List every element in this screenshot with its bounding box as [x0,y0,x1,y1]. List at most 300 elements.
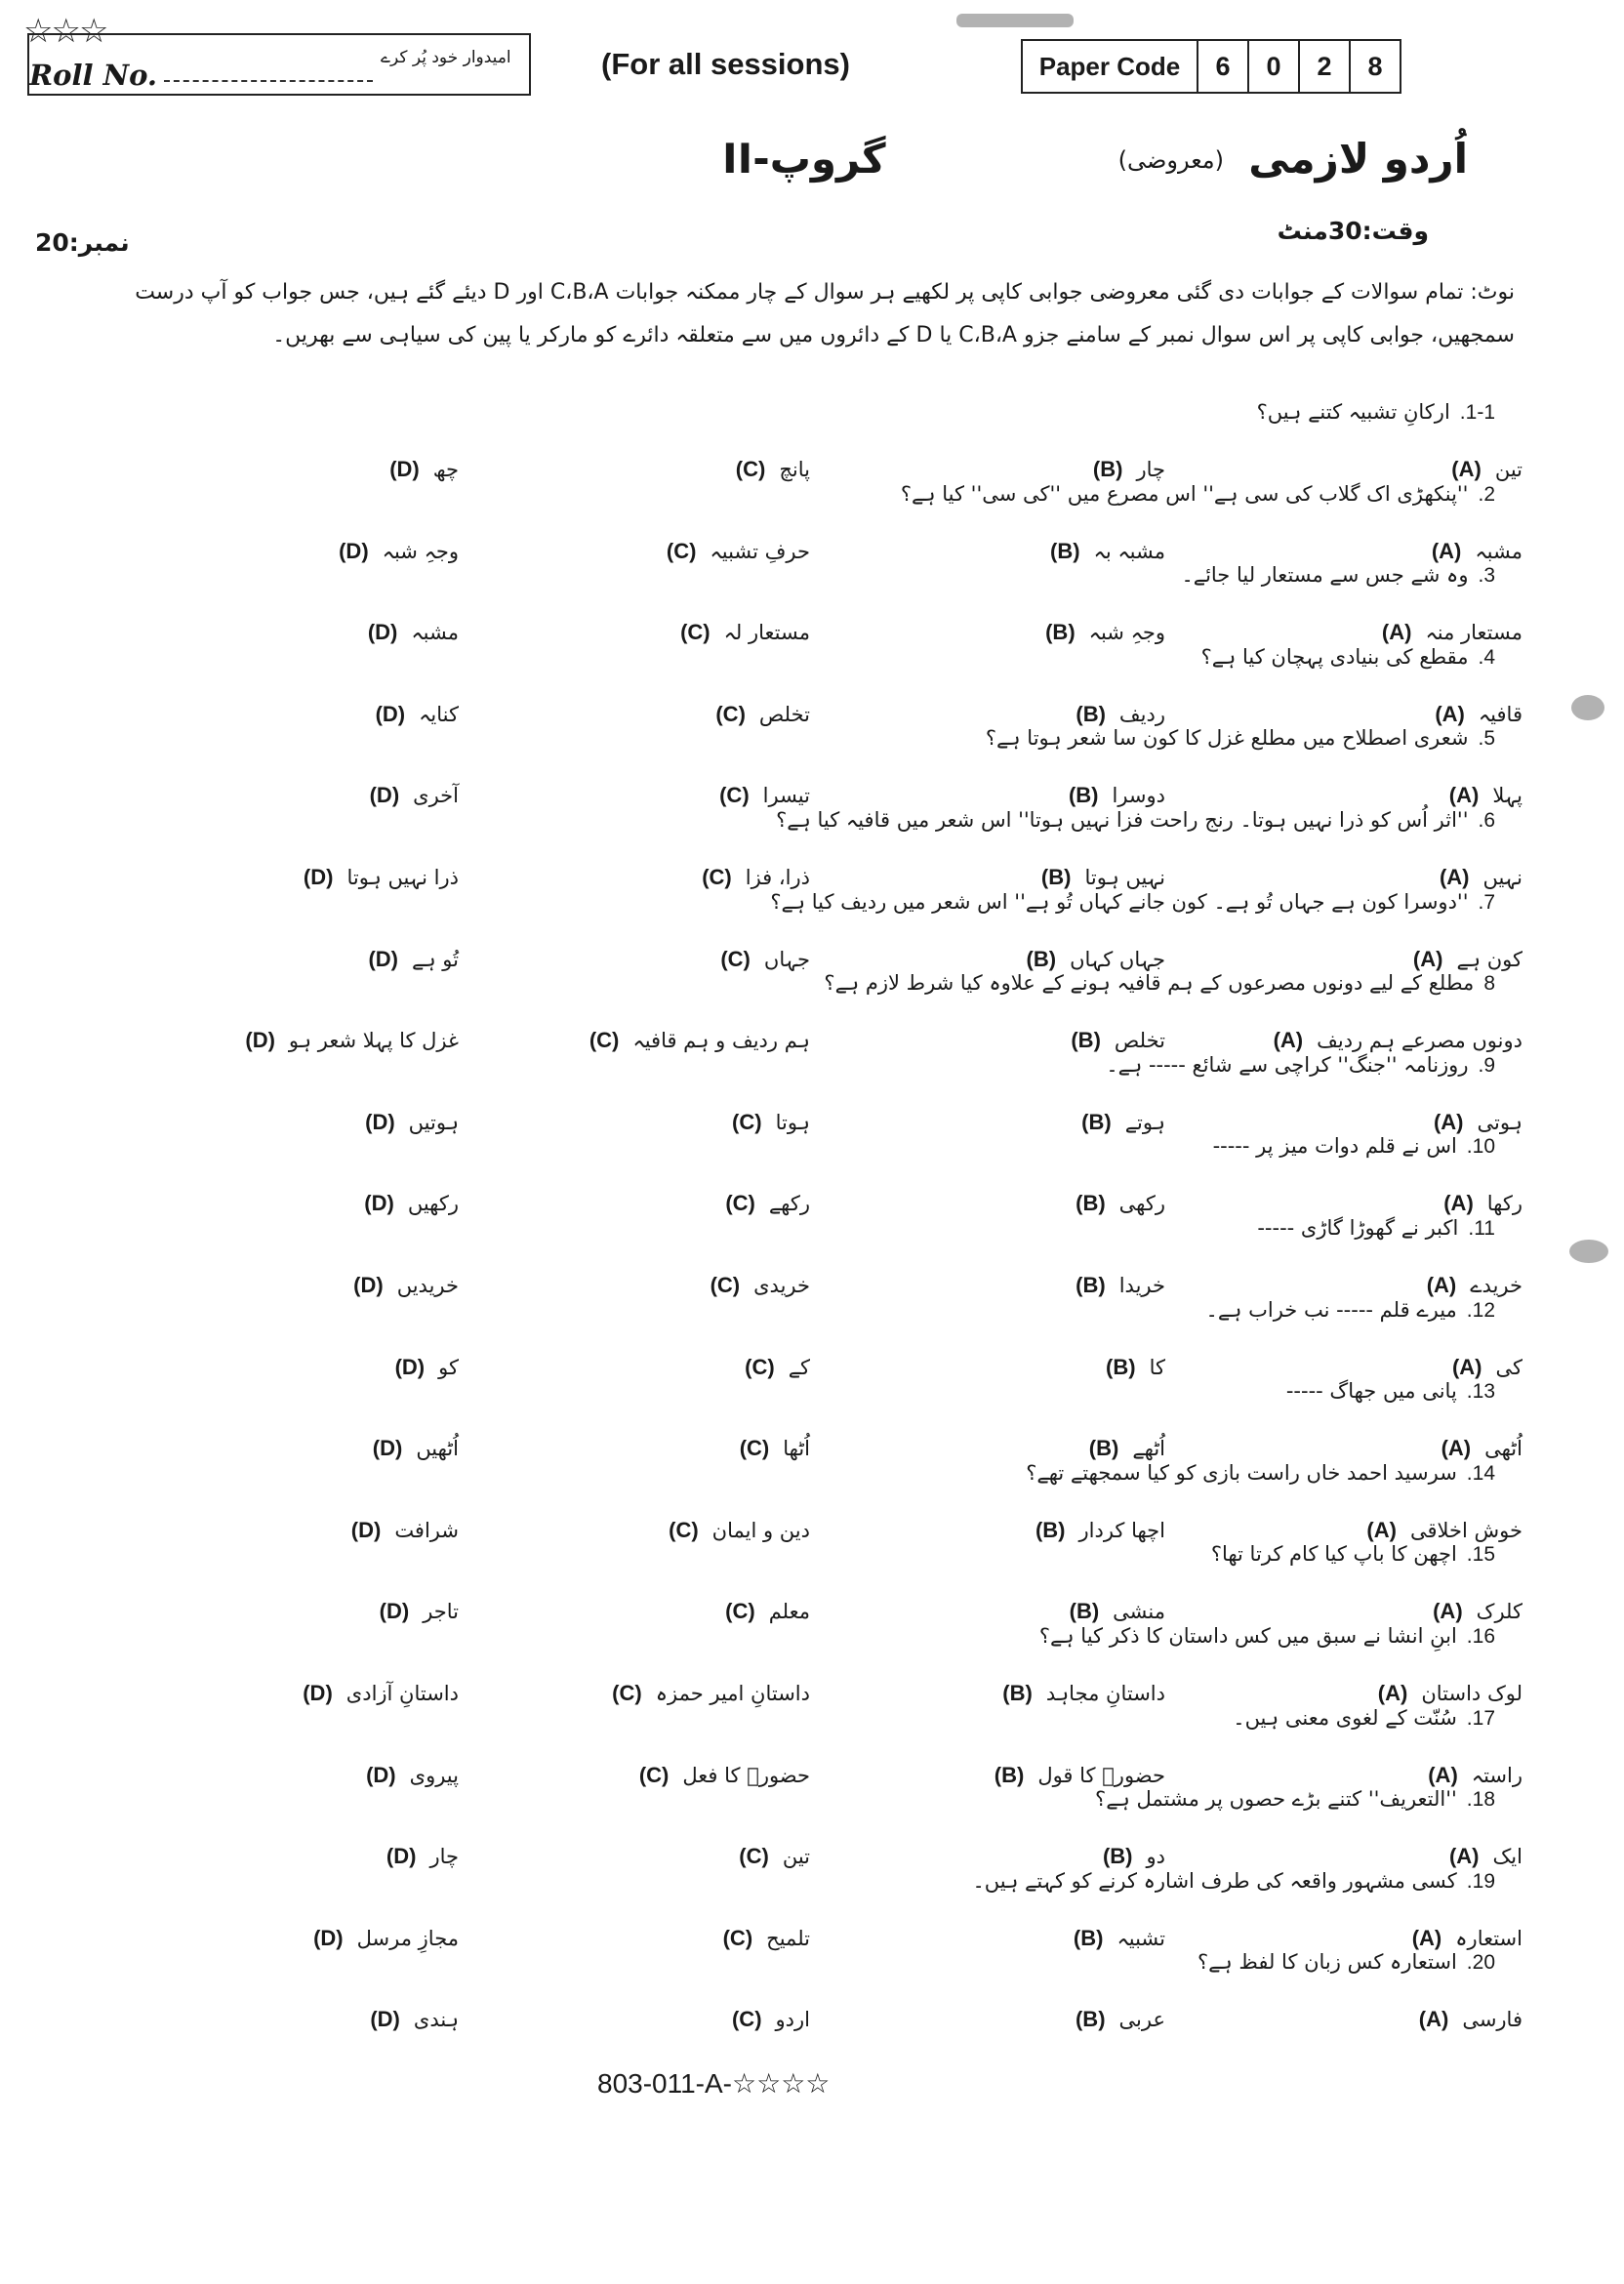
option-text: تین [1494,458,1522,481]
option-text: دین و ایمان [711,1519,810,1542]
option-letter: (D) [370,2007,400,2031]
option-c [725,1599,810,1624]
option-letter: (B) [1088,1436,1119,1460]
option-letter: (C) [710,1273,741,1297]
option-letter: (D) [394,1355,426,1379]
option-text: تین [782,1845,810,1868]
option-b [1089,1436,1165,1461]
option-b [1076,1273,1165,1298]
option-text: آخری [413,784,459,807]
option-d [245,1028,459,1053]
option-letter: (C) [732,1110,762,1134]
option-letter: (B) [1026,947,1057,971]
option-c [739,1844,810,1869]
option-c [702,865,810,890]
option-text: تاجر [423,1600,459,1623]
option-letter: (D) [245,1028,275,1052]
option-text: تخلص [1114,1029,1165,1052]
option-letter: (C) [589,1028,620,1052]
option-text: ہوتے [1124,1111,1165,1134]
option-letter: (D) [364,1191,394,1215]
option-a [1449,783,1522,808]
option-text: مشبہ [1475,540,1522,563]
option-b [1027,947,1165,972]
question-number: 4. [1478,646,1495,669]
option-text: ردیف [1118,703,1165,726]
option-text: خریدی [753,1274,810,1297]
option-c [589,1028,810,1053]
option-letter: (D) [366,1763,396,1787]
question-text [1211,1542,1495,1567]
option-letter: (A) [1273,1028,1304,1052]
option-letter: (C) [739,1436,770,1460]
option-c [725,1191,810,1216]
option-text: ہندی [413,2008,459,2031]
option-letter: (A) [1431,539,1462,563]
option-c [723,1926,810,1951]
option-text: چار [429,1845,459,1868]
option-letter: (A) [1451,1355,1482,1379]
question-text [1095,1787,1495,1812]
option-letter: (D) [303,865,334,889]
option-text: حضورؐ کا فعل [682,1764,810,1787]
option-text: جہاں کہاں [1070,948,1165,971]
option-b [1074,1926,1165,1951]
option-text: حضورؐ کا قول [1037,1764,1165,1787]
option-d [395,1355,459,1380]
option-d [370,783,459,808]
option-letter: (A) [1411,1926,1442,1950]
option-text: پانچ [779,458,810,481]
option-text: پہلا [1492,784,1522,807]
option-b [1076,2007,1165,2032]
question-number: 10. [1466,1135,1495,1158]
option-letter: (D) [365,1110,395,1134]
option-letter: (C) [725,1191,755,1215]
option-letter: (A) [1366,1518,1397,1542]
option-letter: (D) [369,783,400,807]
option-d [376,702,459,727]
option-b [1002,1681,1165,1706]
question-number: 3. [1478,564,1495,587]
option-a [1441,1436,1522,1461]
option-letter: (B) [1081,1110,1112,1134]
question-statement: کسی مشہور واقعہ کی طرف اشارہ کرنے کو کہتے ہیں۔ [972,1869,1457,1893]
option-letter: (A) [1435,702,1465,726]
option-text: حرفِ تشبیہ [710,540,810,563]
question-number: 7. [1478,891,1495,914]
option-letter: (A) [1433,1110,1464,1134]
option-letter: (C) [715,702,746,726]
roll-number-hint: امیدوار خود پُر کرے [381,48,511,67]
option-letter: (C) [702,865,732,889]
option-c [719,783,810,808]
question-statement: مطلع کے لیے دونوں مصرعوں کے ہم قافیہ ہونے کے علاوہ کیا شرط لازم ہے؟ [824,971,1475,995]
question-text [1198,1950,1495,1975]
roll-number-label: Roll No. [29,59,158,92]
footer-code: 803-011-A-☆☆☆☆ [597,2068,831,2099]
option-letter: (D) [367,620,398,644]
option-letter: (C) [666,539,697,563]
option-text: ہوتیں [408,1111,459,1134]
option-d [364,1191,459,1216]
option-text: داستانِ امیر حمزہ [655,1682,810,1705]
option-c [612,1681,810,1706]
option-text: خریدے [1470,1274,1522,1297]
option-letter: (B) [1045,620,1076,644]
question-statement: ارکانِ تشبیہ کتنے ہیں؟ [1256,400,1450,424]
option-a [1451,457,1522,482]
option-text: اُٹھے [1132,1437,1165,1460]
option-letter: (A) [1451,457,1482,481]
option-a [1434,1110,1522,1135]
option-c [736,457,810,482]
option-text: تُو ہے [412,948,459,971]
option-c [669,1518,810,1543]
option-text: مشبہ [411,621,459,644]
option-a [1382,620,1522,645]
option-letter: (B) [1102,1844,1133,1868]
option-d [386,1844,459,1869]
paper-code-label: Paper Code [1038,51,1181,81]
option-letter: (D) [303,1681,333,1705]
sessions-label: (For all sessions) [601,47,850,81]
option-text: مجازِ مرسل [356,1927,459,1950]
option-letter: (C) [735,457,766,481]
option-letter: (B) [1069,1599,1100,1623]
option-letter: (D) [353,1273,384,1297]
option-a [1378,1681,1522,1706]
question-number: 14. [1466,1462,1495,1485]
option-text: کلرک [1476,1600,1522,1623]
option-b [1103,1844,1165,1869]
option-text: ایک [1492,1845,1522,1868]
option-b [1070,1599,1165,1624]
option-text: فارسی [1462,2008,1522,2031]
option-c [667,539,810,564]
question-text [1233,1706,1495,1731]
question-text [972,1869,1495,1894]
option-a [1433,1599,1522,1624]
option-letter: (C) [722,1926,753,1950]
question-statement: پانی میں جھاگ ----- [1285,1379,1457,1403]
option-text: کی [1495,1356,1522,1379]
question-statement: مقطع کی بنیادی پہچان کیا ہے؟ [1200,645,1469,669]
option-d [313,1926,459,1951]
option-c [732,1110,810,1135]
option-text: شرافت [394,1519,459,1542]
option-a [1412,1926,1522,1951]
option-b [1076,1191,1165,1216]
option-letter: (A) [1381,620,1412,644]
option-text: خریدا [1118,1274,1165,1297]
option-a [1428,1763,1522,1788]
question-statement: سُنّت کے لغوی معنی ہیں۔ [1233,1706,1457,1730]
question-number: 11. [1468,1217,1495,1240]
option-text: رکھا [1486,1192,1522,1215]
option-d [303,1681,459,1706]
option-letter: (A) [1412,947,1443,971]
option-text: دو [1146,1845,1165,1868]
option-text: غزل کا پہلا شعر ہو [288,1029,459,1052]
option-text: رکھی [1118,1192,1165,1215]
option-text: نہیں ہوتا [1084,866,1165,889]
question-number: 12. [1466,1299,1495,1322]
option-letter: (C) [725,1599,755,1623]
question-text [1106,1053,1495,1078]
question-text [1286,1379,1495,1404]
option-text: اُٹھا [783,1437,810,1460]
option-b [1093,457,1165,482]
scan-blot [1569,1240,1608,1263]
option-c [710,1273,810,1298]
option-letter: (B) [994,1763,1025,1787]
question-number: 2. [1478,483,1495,506]
option-letter: (B) [1073,1926,1104,1950]
option-letter: (C) [680,620,710,644]
group-title: گروپ-II [722,135,886,183]
option-letter: (D) [375,702,406,726]
option-c [715,702,810,727]
option-d [304,865,459,890]
roll-number-field[interactable] [164,80,373,82]
option-text: لوک داستان [1421,1682,1522,1705]
question-text [770,890,1495,915]
question-statement: ''پنکھڑی اک گلاب کی سی ہے'' اس مصرع میں ''کی سی'' کیا ہے؟ [900,482,1469,506]
option-d [353,1273,459,1298]
question-text [1181,563,1495,588]
option-letter: (C) [719,783,750,807]
option-a [1419,2007,1522,2032]
question-statement: ''اثر اُس کو ذرا نہیں ہوتا۔ رنج راحت فزا نہیں ہوتا'' اس شعر میں قافیہ کیا ہے؟ [776,808,1469,832]
question-statement: اکبر نے گھوڑا گاڑی ----- [1257,1216,1459,1240]
option-text: وجہِ شبہ [1088,621,1165,644]
paper-code-digit: 8 [1349,41,1400,92]
question-text [776,808,1495,833]
question-number: 18. [1466,1788,1495,1811]
option-letter: (D) [379,1599,410,1623]
option-a [1435,702,1522,727]
option-text: استعارہ [1455,1927,1522,1950]
question-text [1026,1461,1495,1486]
option-text: کے [788,1356,810,1379]
option-text: اردو [775,2008,810,2031]
option-text: ذرا نہیں ہوتا [346,866,459,889]
option-text: جہاں [763,948,810,971]
option-b [1035,1518,1165,1543]
question-statement: روزنامہ ''جنگ'' کراچی سے شائع ----- ہے۔ [1106,1053,1469,1077]
option-text: کون ہے [1456,948,1522,971]
option-letter: (A) [1418,2007,1449,2031]
option-text: نہیں [1482,866,1522,889]
option-letter: (D) [350,1518,382,1542]
question-statement: استعارہ کس زبان کا لفظ ہے؟ [1197,1950,1457,1974]
option-b [995,1763,1165,1788]
option-d [339,539,459,564]
stars-mark: ☆☆☆ [23,12,107,51]
scan-blot [1571,695,1604,720]
option-letter: (B) [1076,702,1106,726]
option-text: تخلص [758,703,810,726]
option-c [745,1355,810,1380]
option-letter: (C) [638,1763,670,1787]
question-text [986,726,1495,751]
option-text: تشبیہ [1116,1927,1165,1950]
question-text [824,971,1495,996]
question-statement: اس نے قلم دوات میز پر ----- [1212,1134,1457,1158]
option-d [365,1110,459,1135]
option-c [680,620,810,645]
option-letter: (A) [1448,783,1480,807]
option-a [1440,865,1522,890]
option-c [720,947,810,972]
option-text: داستانِ مجاہد [1045,1682,1165,1705]
option-letter: (A) [1433,1599,1463,1623]
option-letter: (D) [339,539,369,563]
option-text: کا [1149,1356,1165,1379]
option-text: خوش اخلاقی [1409,1519,1522,1542]
option-letter: (B) [1002,1681,1033,1705]
question-statement: میرے قلم ----- نب خراب ہے۔ [1205,1298,1457,1322]
option-text: عربی [1118,2008,1165,2031]
option-c [639,1763,810,1788]
option-d [373,1436,459,1461]
option-letter: (C) [720,947,751,971]
option-text: منشی [1113,1600,1165,1623]
total-marks: نمبر:20 [35,228,130,257]
option-letter: (B) [1071,1028,1101,1052]
paper-code-digit: 6 [1197,41,1247,92]
option-b [1045,620,1165,645]
question-text [1201,645,1495,670]
option-text: رکھے [768,1192,810,1215]
option-letter: (A) [1439,865,1470,889]
question-text [1257,1216,1495,1241]
question-statement: ''دوسرا کون ہے جہاں تُو ہے۔ کون جانے کہاں تُو ہے'' اس شعر میں ردیف کیا ہے؟ [770,890,1469,914]
option-text: مشبہ بہ [1093,540,1165,563]
option-text: کو [438,1356,459,1379]
question-statement: شعری اصطلاح میں مطلع غزل کا کون سا شعر ہوتا ہے؟ [985,726,1469,750]
option-text: کنایہ [419,703,459,726]
option-d [366,1763,459,1788]
option-letter: (B) [1106,1355,1136,1379]
option-text: پیروی [409,1764,459,1787]
question-number: 16. [1466,1625,1495,1648]
option-letter: (B) [1092,457,1123,481]
option-a [1427,1273,1522,1298]
option-letter: (C) [731,2007,762,2031]
option-letter: (B) [1050,539,1080,563]
option-letter: (C) [669,1518,699,1542]
option-a [1452,1355,1522,1380]
subject-type: (معروضی) [1117,146,1224,174]
paper-code-box [1021,39,1401,94]
option-a [1413,947,1522,972]
question-text [1213,1134,1495,1159]
instructions-note: نوٹ: تمام سوالات کے جوابات دی گئی معروضی جوابی کاپی پر لکھیے ہر سوال کے چار ممکنہ جوابات C،B،A اور D دیئے گئے ہیں، جس جواب کو آپ درست سمجھیں، جوابی کاپی پر اس سوال نمبر کے سامنے جزو C،B،A یا D کے دائروں میں سے متعلقہ دائرے کو مارکر یا پین کی سیاہی سے بھریں۔ [135,280,1515,347]
question-text [1257,400,1495,425]
option-a [1443,1191,1522,1216]
option-letter: (A) [1428,1763,1458,1787]
question-number: 20. [1466,1951,1495,1974]
option-a [1432,539,1522,564]
option-letter: (C) [739,1844,769,1868]
option-letter: (D) [386,1844,417,1868]
option-text: قافیہ [1478,703,1522,726]
option-c [740,1436,810,1461]
question-number: 15. [1466,1543,1495,1566]
question-statement: ''التعریف'' کتنے بڑے حصوں پر مشتمل ہے؟ [1095,1787,1457,1811]
question-number: 19. [1466,1870,1495,1893]
option-letter: (D) [313,1926,344,1950]
option-text: چھ [432,458,459,481]
option-text: معلم [768,1600,810,1623]
option-b [1071,1028,1165,1053]
option-text: اُٹھیں [416,1437,459,1460]
option-text: ہوتا [775,1111,810,1134]
option-letter: (C) [745,1355,775,1379]
question-number: 1-1. [1459,401,1495,424]
option-letter: (B) [1076,1273,1106,1297]
scan-blot [956,14,1074,27]
option-letter: (A) [1377,1681,1408,1705]
question-statement: سرسید احمد خاں راست بازی کو کیا سمجھتے تھے؟ [1026,1461,1457,1485]
question-number: 6. [1478,809,1495,832]
question-statement: اچھن کا باپ کیا کام کرتا تھا؟ [1210,1542,1457,1566]
question-text [1039,1624,1495,1649]
question-statement: وہ شے جس سے مستعار لیا جائے۔ [1181,563,1469,587]
question-number: 13. [1466,1380,1495,1403]
option-letter: (D) [372,1436,403,1460]
option-text: خریدیں [396,1274,459,1297]
option-letter: (B) [1035,1518,1066,1542]
option-d [380,1599,459,1624]
option-b [1050,539,1165,564]
option-letter: (B) [1040,865,1072,889]
question-number: 5. [1478,727,1495,750]
option-b [1041,865,1165,890]
option-text: مستعار منہ [1425,621,1522,644]
option-text: مستعار لہ [723,621,810,644]
question-text [901,482,1495,507]
option-text: ہم ردیف و ہم قافیہ [632,1029,810,1052]
option-text: دونوں مصرعے ہم ردیف [1317,1029,1522,1052]
option-letter: (A) [1443,1191,1474,1215]
option-letter: (A) [1448,1844,1480,1868]
option-letter: (C) [612,1681,642,1705]
option-a [1274,1028,1522,1053]
option-text: اُٹھی [1484,1437,1522,1460]
option-letter: (B) [1076,1191,1106,1215]
question-text [1206,1298,1495,1323]
option-c [732,2007,810,2032]
option-text: داستانِ آزادی [345,1682,459,1705]
option-letter: (A) [1441,1436,1472,1460]
option-text: دوسرا [1112,784,1165,807]
option-text: رکھیں [407,1192,459,1215]
option-text: وجہِ شبہ [382,540,459,563]
option-text: اچھا کردار [1078,1519,1165,1542]
option-letter: (A) [1426,1273,1457,1297]
option-text: تیسرا [762,784,810,807]
option-d [370,2007,459,2032]
option-b [1106,1355,1165,1380]
option-d [351,1518,459,1543]
option-d [389,457,459,482]
subject-title: اُردو لازمی [1248,135,1468,183]
paper-code-digit: 0 [1247,41,1298,92]
option-text: راستہ [1471,1764,1522,1787]
